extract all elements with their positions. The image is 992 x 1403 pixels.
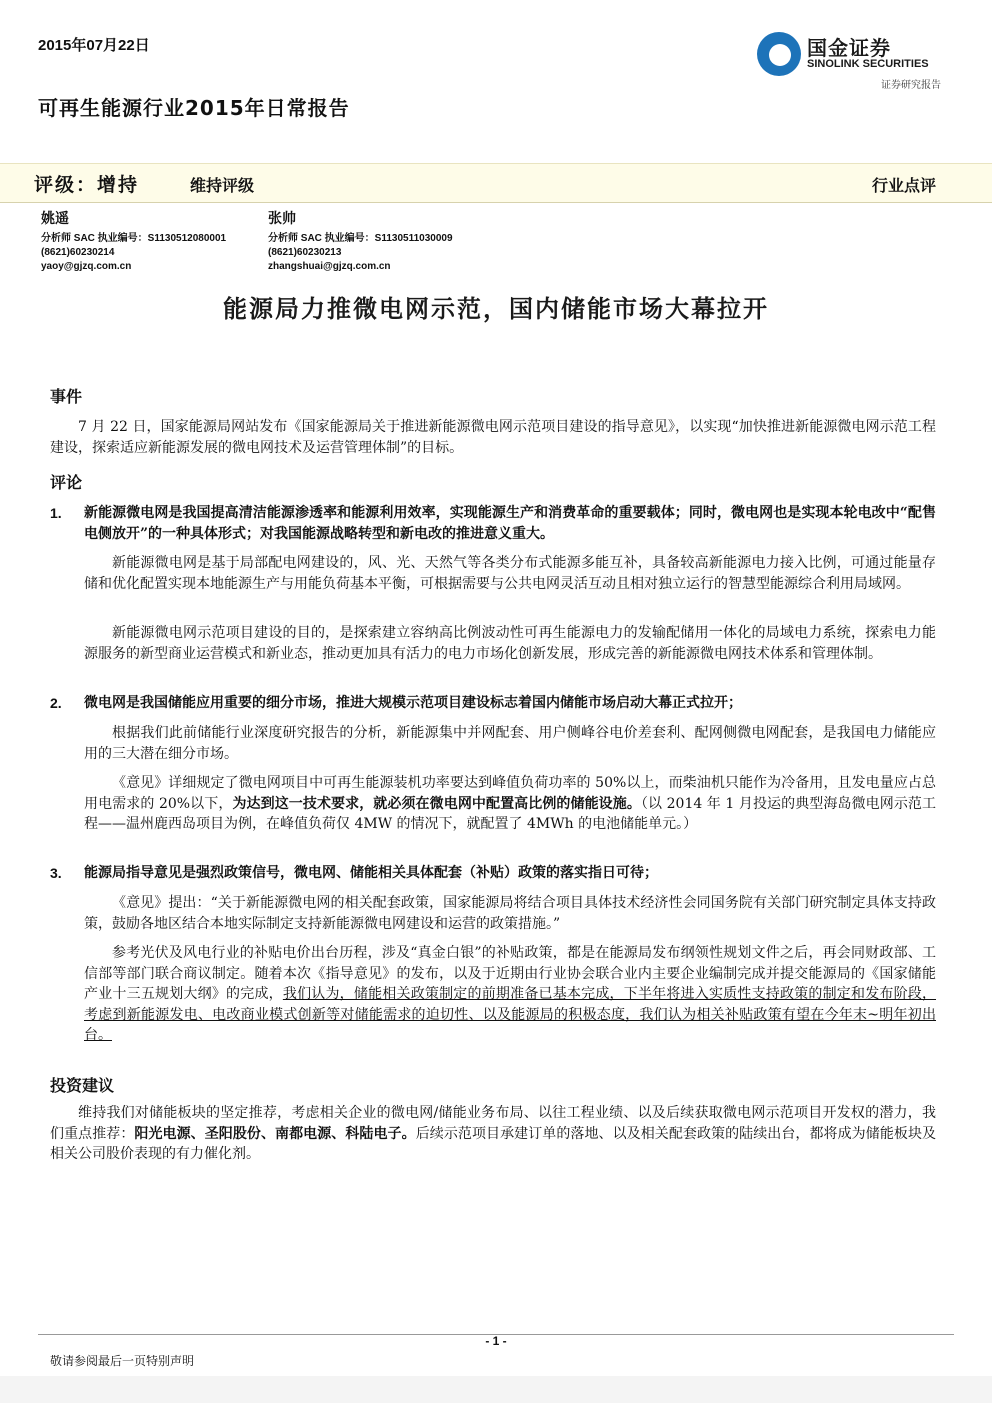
rating-label: 评级：增持 xyxy=(34,174,140,196)
analyst-cert: 分析师 SAC 执业编号：S1130512080001 xyxy=(41,233,227,244)
analyst-phone: (8621)60230213 xyxy=(268,247,342,258)
footer-disclaimer: 敬请参阅最后一页特别声明 xyxy=(50,1354,195,1368)
invest-text: 维持我们对储能板块的坚定推荐，考虑相关企业的微电网/储能业务布局、以往工程业绩、以及后续获取微电网示范项目开发权的潜力，我们重点推荐： xyxy=(50,1105,936,1142)
point-text: 《意见》详细规定了微电网项目中可再生能源装机功率要达到峰值负荷功率的 50%以上，而柴油机只能作为冷备用，且发电量应占总用电需求的 20%以下， xyxy=(84,775,936,812)
point-paragraph: 新能源微电网示范项目建设的目的，是探索建立容纳高比例波动性可再生能源电力的发输配储用一体化的局域电力系统，探索电力能源服务的新型商业运营模式和新业态，推动更加具有活力的电力市场化创新发展，形成完善的新能源微电网技术体系和管理体制。 xyxy=(84,625,936,662)
point-title: 新能源微电网是我国提高清洁能源渗透率和能源利用效率，实现能源生产和消费革命的重要载体；同时，微电网也是实现本轮电改中“配售电侧放开”的一种具体形式；对我国能源战略转型和新电改的推进意义重大。 xyxy=(84,505,936,542)
point-paragraph xyxy=(84,773,936,835)
analyst-email[interactable]: yaoy@gjzq.com.cn xyxy=(41,261,132,272)
invest-picks: 阳光电源、圣阳股份、南都电源、科陆电子。 xyxy=(134,1125,416,1142)
analyst-email[interactable]: zhangshuai@gjzq.com.cn xyxy=(268,261,391,272)
point-number: 2. xyxy=(50,695,62,711)
point-paragraph: 根据我们此前储能行业深度研究报告的分析，新能源集中并网配套、用户侧峰谷电价差套利、配网侧微电网配套，是我国电力储能应用的三大潜在细分市场。 xyxy=(84,725,936,762)
point-title: 能源局指导意见是强烈政策信号，微电网、储能相关具体配套（补贴）政策的落实指日可待； xyxy=(84,865,658,881)
report-type: 行业点评 xyxy=(871,176,936,195)
point-number: 1. xyxy=(50,505,62,521)
logo-en-text: SINOLINK SECURITIES xyxy=(807,58,929,70)
company-logo xyxy=(757,30,947,90)
bottom-band xyxy=(0,1376,992,1403)
point-text: 参考光伏及风电行业的补贴电价出台历程，涉及“真金白银”的补贴政策，都是在能源局发布纲领性规划文件之后，再会同财政部、工信部等部门联合商议制定。随着本次《指导意见》的发布，以及于近期由行业协会联合业内主要企业编制完成并提交能源局的《国家储能产业十三五规划大纲》的完成， xyxy=(84,945,936,1002)
analyst-cert: 分析师 SAC 执业编号：S1130511030009 xyxy=(268,233,453,244)
point-number: 3. xyxy=(50,865,62,881)
point-paragraph xyxy=(84,943,936,1046)
logo-subtitle: 证券研究报告 xyxy=(881,80,941,91)
report-series-title: 可再生能源行业2015年日常报告 xyxy=(38,96,350,120)
headline: 能源局力推微电网示范，国内储能市场大幕拉开 xyxy=(223,295,769,323)
point-emphasis: 为达到这一技术要求，就必须在微电网中配置高比例的储能设施。 xyxy=(232,795,641,812)
logo-cn-text: 国金证券 xyxy=(807,36,891,60)
point-title: 微电网是我国储能应用重要的细分市场，推进大规模示范项目建设标志着国内储能市场启动大幕正式拉开； xyxy=(84,695,742,711)
section-comment-heading: 评论 xyxy=(50,473,83,492)
point-paragraph: 新能源微电网是基于局部配电网建设的，风、光、天然气等各类分布式能源多能互补，具备较高新能源电力接入比例，可通过能量存储和优化配置实现本地能源生产与用能负荷基本平衡，可根据需要与公共电网灵活互动且相对独立运行的智慧型能源综合利用局域网。 xyxy=(84,555,936,592)
analyst-phone: (8621)60230214 xyxy=(41,247,115,258)
rating-bar xyxy=(0,163,992,203)
section-invest-heading: 投资建议 xyxy=(50,1076,115,1095)
analyst-name: 张帅 xyxy=(268,211,296,227)
logo-mark-icon xyxy=(757,32,801,76)
page-number: - 1 - xyxy=(485,1334,507,1348)
event-paragraph: 7 月 22 日，国家能源局网站发布《国家能源局关于推进新能源微电网示范项目建设的指导意见》，以实现“加快推进新能源微电网示范工程建设，探索适应新能源发展的微电网技术及运营管理体制”的目标。 xyxy=(50,419,936,456)
point-text: （以 2014 年 1 月投运的典型海岛微电网示范工程——温州鹿西岛项目为例，在峰值负荷仅 4MW 的情况下，就配置了 4MWh 的电池储能单元。） xyxy=(84,795,936,832)
analyst-block xyxy=(41,210,226,274)
report-date: 2015年07月22日 xyxy=(38,37,150,54)
rating-maintain: 维持评级 xyxy=(190,176,255,195)
analyst-block xyxy=(268,210,453,274)
point-underlined-text: 我们认为，储能相关政策制定的前期准备已基本完成，下半年将进入实质性支持政策的制定和发布阶段，考虑到新能源发电、电改商业模式创新等对储能需求的迫切性、以及能源局的积极态度，我们认为相关补贴政策有望在今年末~明年初出台。 xyxy=(84,986,937,1043)
invest-text: 后续示范项目承建订单的落地、以及相关配套政策的陆续出台，都将成为储能板块及相关公司股价表现的有力催化剂。 xyxy=(50,1125,937,1162)
section-event-heading: 事件 xyxy=(50,387,83,406)
invest-paragraph xyxy=(50,1103,936,1165)
point-paragraph: 《意见》提出：“关于新能源微电网的相关配套政策，国家能源局将结合项目具体技术经济性会同国务院有关部门研究制定具体支持政策，鼓励各地区结合本地实际制定支持新能源微电网建设和运营的政策措施。” xyxy=(84,895,936,932)
analyst-name: 姚遥 xyxy=(41,211,69,227)
